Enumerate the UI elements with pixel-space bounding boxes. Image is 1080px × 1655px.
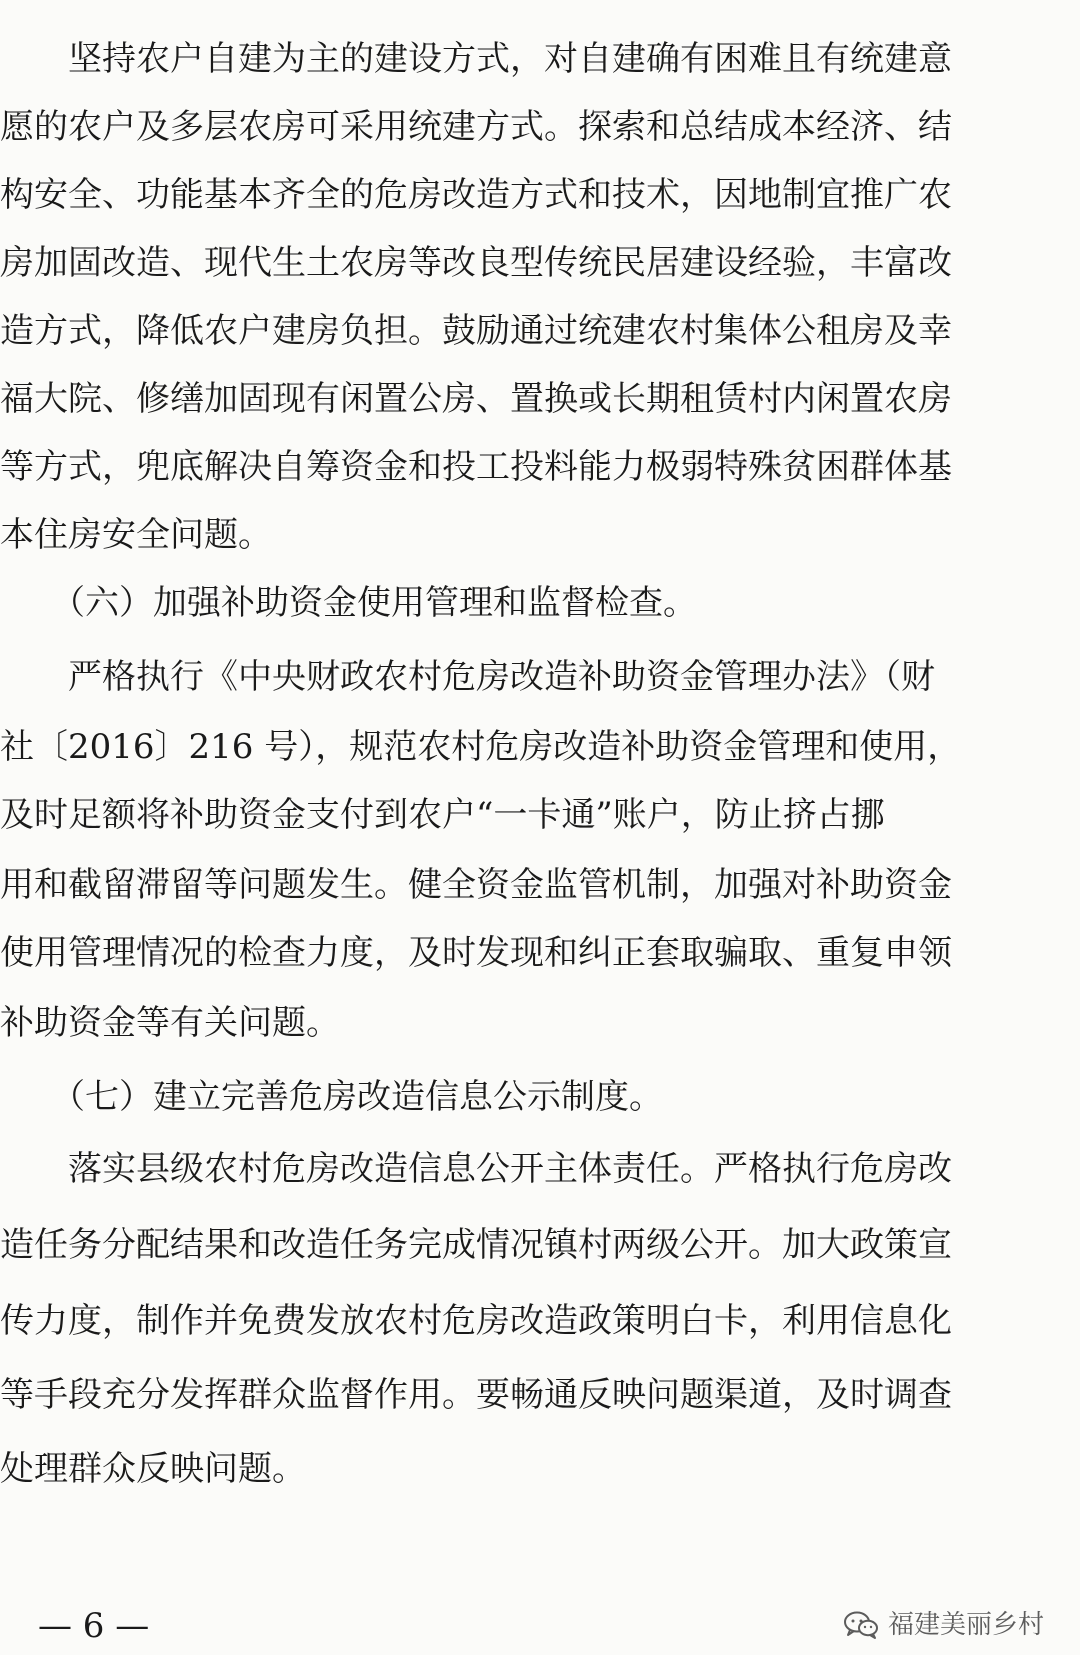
body-line-3: 构安全、功能基本齐全的危房改造方式和技术，因地制宜推广农 [0, 175, 952, 215]
body-line-1: 坚持农户自建为主的建设方式，对自建确有困难且有统建意 [0, 39, 952, 79]
body-line-17: 落实县级农村危房改造信息公开主体责任。严格执行危房改 [0, 1149, 952, 1189]
body-line-4: 房加固改造、现代生土农房等改良型传统民居建设经验，丰富改 [0, 243, 952, 283]
body-line-14: 使用管理情况的检查力度，及时发现和纠正套取骗取、重复申领 [0, 933, 952, 973]
body-line-7: 等方式，兜底解决自筹资金和投工投料能力极弱特殊贫困群体基 [0, 447, 952, 487]
body-line-12: 及时足额将补助资金支付到农户“一卡通”账户，防止挤占挪 [0, 795, 885, 835]
watermark-text: 福建美丽乡村 [887, 1610, 1044, 1640]
page-number: — 6 — [38, 1606, 150, 1646]
body-line-21: 处理群众反映问题。 [0, 1449, 306, 1489]
body-line-11: 社〔2016〕216 号），规范农村危房改造补助资金管理和使用， [0, 727, 962, 767]
body-line-13: 用和截留滞留等问题发生。健全资金监管机制，加强对补助资金 [0, 865, 952, 905]
section-heading-7: （七）建立完善危房改造信息公示制度。 [0, 1077, 663, 1117]
wechat-icon [842, 1609, 880, 1641]
body-line-6: 福大院、修缮加固现有闲置公房、置换或长期租赁村内闲置农房 [0, 379, 952, 419]
body-line-8: 本住房安全问题。 [0, 515, 272, 555]
body-line-5: 造方式，降低农户建房负担。鼓励通过统建农村集体公租房及幸 [0, 311, 952, 351]
section-heading-6: （六）加强补助资金使用管理和监督检查。 [0, 583, 697, 623]
watermark [842, 1603, 1044, 1647]
body-line-20: 等手段充分发挥群众监督作用。要畅通反映问题渠道，及时调查 [0, 1375, 952, 1415]
body-line-10: 严格执行《中央财政农村危房改造补助资金管理办法》（财 [0, 657, 935, 697]
body-line-15: 补助资金等有关问题。 [0, 1003, 340, 1043]
body-line-2: 愿的农户及多层农房可采用统建方式。探索和总结成本经济、结 [0, 107, 952, 147]
body-line-19: 传力度，制作并免费发放农村危房改造政策明白卡，利用信息化 [0, 1301, 952, 1341]
body-line-18: 造任务分配结果和改造任务完成情况镇村两级公开。加大政策宣 [0, 1225, 952, 1265]
